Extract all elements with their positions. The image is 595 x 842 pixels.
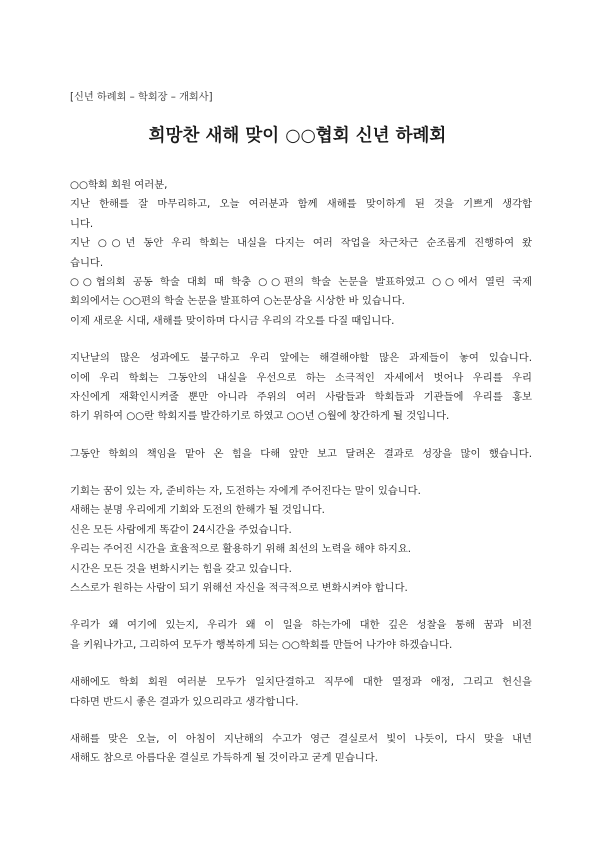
paragraph (70, 730, 532, 769)
paragraph-gap (70, 464, 532, 482)
paragraph-gap (70, 655, 532, 673)
text-line: 회의에서는 ○○편의 학술 논문을 발표하여 ○논문상을 시상한 바 있습니다. (70, 295, 405, 308)
text-line: 이제 새로운 시대, 새해를 맞이하며 다시금 우리의 각오를 다질 때입니다. (70, 314, 395, 327)
text-line: 지난 한해를 잘 마무리하고, 오늘 여러분과 함께 새해를 맞이하게 된 것을 기쁘게 생각합 (70, 198, 532, 211)
text-line: 을 키워나가고, 그리하여 모두가 행복하게 되는 ○○학회를 만들어 나가야 하겠습니다. (70, 638, 453, 651)
paragraph-gap (70, 712, 532, 730)
text-line: 지난 ○○년 동안 우리 학회는 내실을 다지는 여러 작업을 차근차근 순조롭게 진행하여 왔 (70, 237, 532, 250)
text-line: ○○협의회 공동 학술 대회 때 학충 ○○편의 학술 논문을 발표하였고 ○○에서 열린 국제 (70, 275, 532, 288)
text-line: 자신에게 재확인시켜줄 뿐만 아니라 주위의 여러 사람들과 학회들과 기관들에 우리를 홍보 (70, 390, 532, 403)
document-body (70, 176, 532, 769)
paragraph (70, 176, 532, 331)
text-line: 스스로가 원하는 사람이 되기 위해선 자신을 적극적으로 변화시켜야 합니다. (70, 582, 408, 595)
text-line: 다하면 반드시 좋은 결과가 있으리라고 생각합니다. (70, 695, 299, 708)
paragraph (70, 482, 532, 598)
text-line: 시간은 모든 것을 변화시키는 힘을 갖고 있습니다. (70, 562, 292, 575)
text-line: 그동안 학회의 책임을 맡아 온 힘을 다해 앞만 보고 달려온 결과로 성장을 많이 했습니다. (70, 447, 532, 460)
paragraph (70, 445, 532, 464)
document-title: 희망찬 새해 맞이 ○○협회 신년 하례회 (148, 126, 447, 146)
paragraph (70, 673, 532, 712)
text-line: 하기 위하여 ○○란 학회지를 발간하기로 하였고 ○○년 ○월에 창간하게 될 것입니다. (70, 410, 450, 423)
paragraph (70, 616, 532, 655)
document-category: [신년 하례회 – 학회장 – 개회사] (70, 92, 213, 103)
text-line: 습니다. (70, 256, 104, 269)
text-line: 새해에도 학회 회원 여러분 모두가 일치단결하고 직무에 대한 열정과 애정, 그리고 헌신을 (70, 676, 533, 689)
paragraph-gap (70, 427, 532, 445)
text-line: 새해는 분명 우리에게 기회와 도전의 한해가 될 것입니다. (70, 504, 325, 517)
paragraph-gap (70, 598, 532, 616)
text-line: ○○학회 회원 여러분, (70, 179, 168, 191)
text-line: 새해도 참으로 아름다운 결실로 가득하게 될 것이라고 굳게 믿습니다. (70, 752, 378, 765)
text-line: 이에 우리 학회는 그동안의 내실을 우선으로 하는 소극적인 자세에서 벗어나 우리를 우리 (70, 371, 532, 384)
text-line: 니다. (70, 217, 94, 230)
text-line: 기회는 꿈이 있는 자, 준비하는 자, 도전하는 자에게 주어진다는 말이 있습니다. (70, 485, 421, 498)
text-line: 새해를 맞은 오늘, 이 아침이 지난해의 수고가 영근 결실로서 빛이 나듯이, 다시 맞을 내년 (70, 732, 532, 745)
text-line: 우리는 주어진 시간을 효율적으로 활용하기 위해 최선의 노력을 해야 하지요. (70, 543, 412, 556)
text-line: 지난날의 많은 성과에도 불구하고 우리 앞에는 해결해야할 많은 과제들이 놓여 있습니다. (70, 352, 532, 365)
paragraph (70, 349, 532, 427)
text-line: 우리가 왜 여기에 있는지, 우리가 왜 이 일을 하는가에 대한 깊은 성찰을 통해 꿈과 비전 (70, 619, 532, 632)
paragraph-gap (70, 331, 532, 349)
text-line: 신은 모든 사람에게 똑같이 24시간을 주었습니다. (70, 523, 292, 536)
